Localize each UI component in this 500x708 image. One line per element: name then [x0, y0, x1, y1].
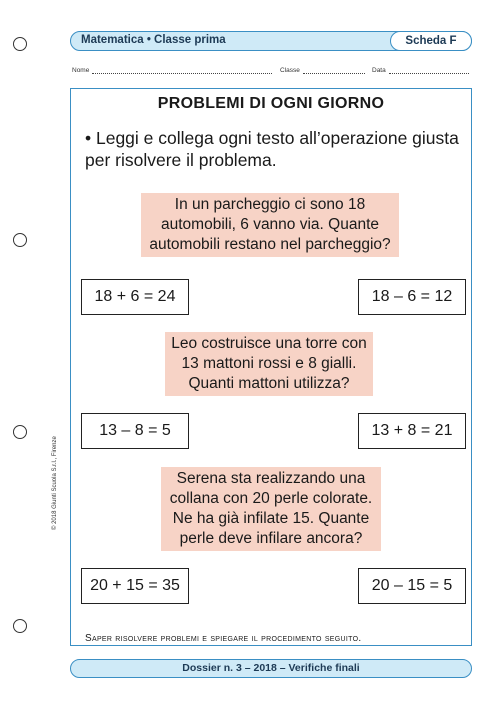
class-label: Classe — [280, 67, 300, 74]
operation-1-left[interactable]: 18 + 6 = 24 — [81, 279, 189, 315]
operation-3-right[interactable]: 20 – 15 = 5 — [358, 568, 466, 604]
date-field[interactable] — [372, 67, 469, 74]
problem-text-2[interactable] — [165, 332, 373, 396]
problem-3-line-4: perle deve infilare ancora? — [179, 530, 363, 547]
problem-text-3[interactable] — [161, 467, 381, 551]
problem-3-line-2: collana con 20 perle colorate. — [169, 490, 373, 507]
date-line — [389, 67, 469, 74]
problem-2-line-2: 13 mattoni rossi e 8 gialli. — [181, 355, 357, 372]
problem-3-line-3: Ne ha già infilate 15. Quante — [172, 510, 370, 527]
instruction-text: • Leggi e collega ogni testo all’operazione giusta per risolvere il problema. — [85, 128, 459, 170]
operation-1-right[interactable]: 18 – 6 = 12 — [358, 279, 466, 315]
learning-objective: Saper risolvere problemi e spiegare il procedimento seguito. — [85, 633, 362, 644]
name-line — [92, 67, 272, 74]
binder-hole-4 — [13, 619, 27, 633]
operation-2-left[interactable]: 13 – 8 = 5 — [81, 413, 189, 449]
name-label: Nome — [72, 67, 90, 74]
problem-1-line-2: automobili, 6 vanno via. Quante — [161, 216, 379, 233]
class-line — [303, 67, 365, 74]
class-field[interactable] — [280, 67, 365, 74]
problem-text-1[interactable] — [141, 193, 399, 257]
problem-3-line-1: Serena sta realizzando una — [176, 470, 366, 487]
binder-hole-1 — [13, 37, 27, 51]
operation-3-left[interactable]: 20 + 15 = 35 — [81, 568, 189, 604]
header-bar — [70, 31, 472, 51]
binder-hole-2 — [13, 233, 27, 247]
problem-2-line-3: Quanti mattoni utilizza? — [188, 375, 350, 392]
page-title: PROBLEMI DI OGNI GIORNO — [157, 95, 385, 112]
binder-hole-3 — [13, 425, 27, 439]
operation-2-right[interactable]: 13 + 8 = 21 — [358, 413, 466, 449]
problem-2-line-1: Leo costruisce una torre con — [171, 335, 367, 352]
worksheet-frame — [70, 88, 472, 646]
date-label: Data — [372, 67, 386, 74]
student-fields — [72, 67, 472, 79]
problem-1-line-1: In un parcheggio ci sono 18 — [174, 196, 366, 213]
name-field[interactable] — [72, 67, 272, 74]
subject-label: Matematica • Classe prima — [81, 34, 226, 46]
sheet-tab: Scheda F — [390, 31, 472, 51]
problem-1-line-3: automobili restano nel parcheggio? — [149, 236, 391, 253]
copyright-text: © 2018 Giunti Scuola S.r.l., Firenze — [52, 436, 58, 530]
footer-bar: Dossier n. 3 – 2018 – Verifiche finali — [70, 659, 472, 678]
